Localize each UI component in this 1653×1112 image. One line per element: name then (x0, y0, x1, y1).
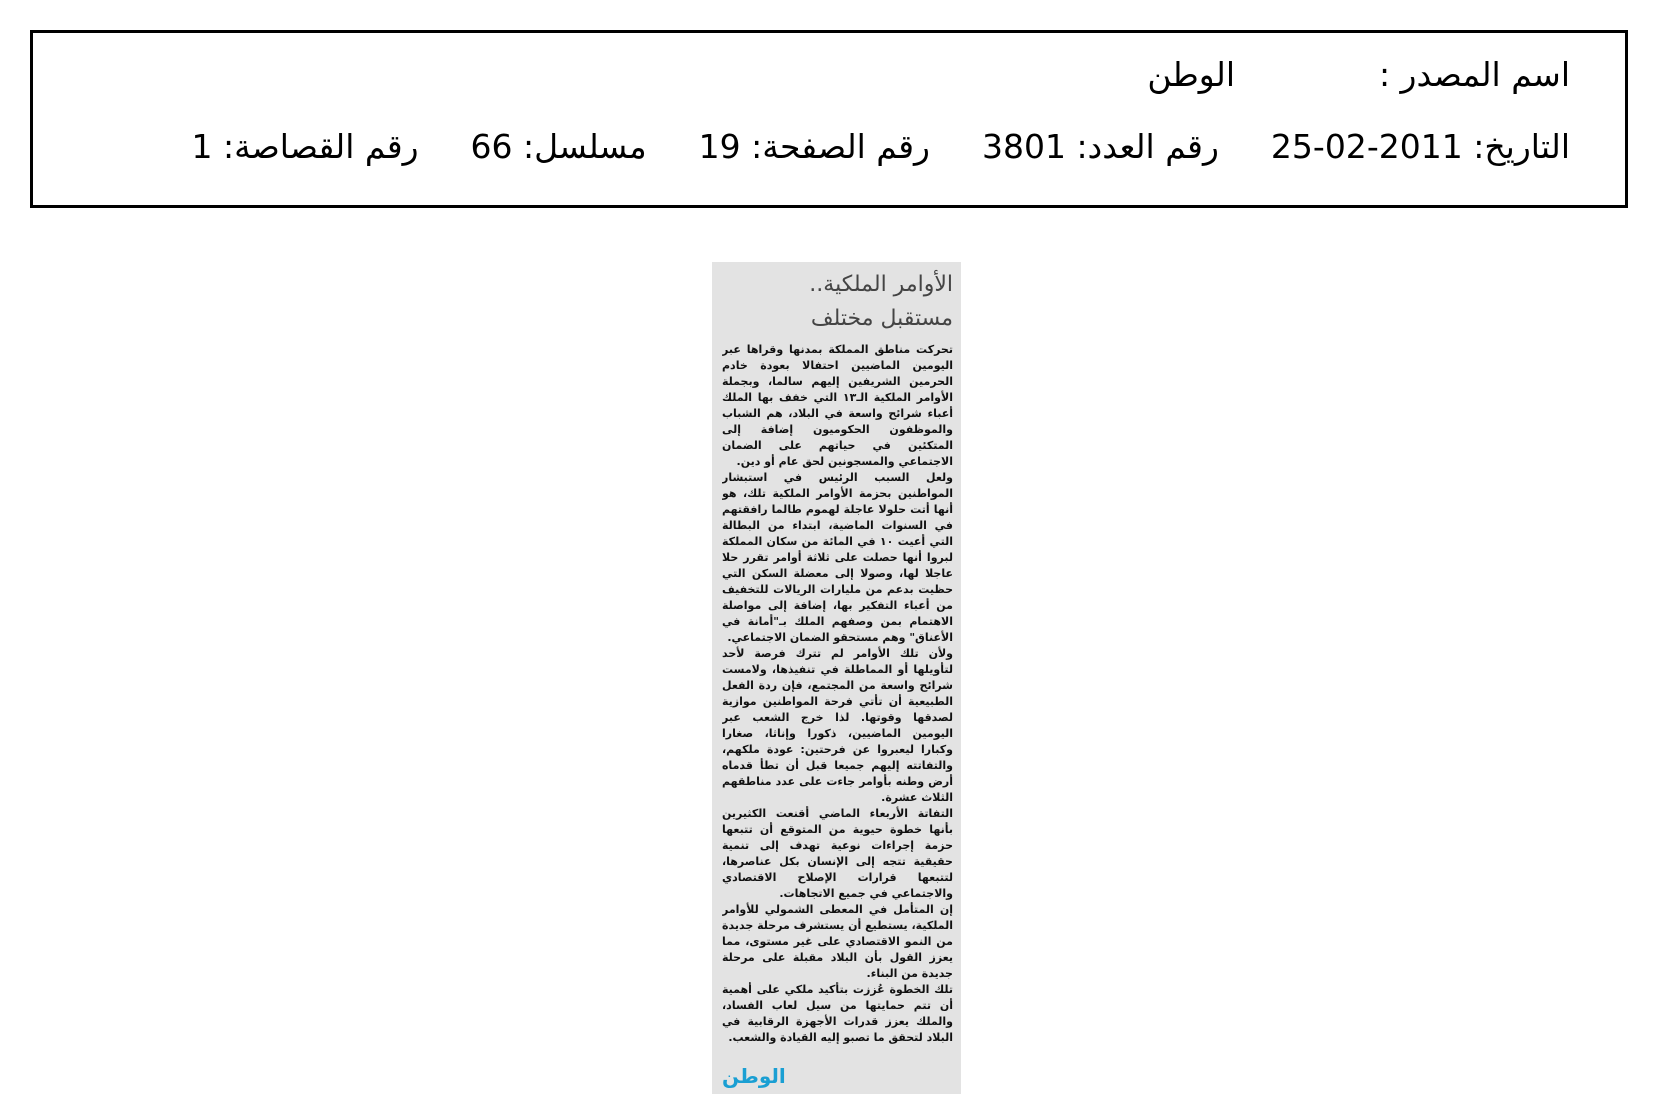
article-paragraph: تحركت مناطق المملكة بمدنها وقراها عبر اليومين الماضيين احتفالا بعودة خادم الحرمين الشريفين إليهم سالما، وبجملة الأوامر الملكية الـ١٣ التي خفف بها الملك أعباء شرائح واسعة في البلاد، هم الشباب والموظفون الحكوميون إضافة إلى المتكئين في حياتهم على الضمان الاجتماعي والمسجونين لحق عام أو دين. (722, 343, 953, 468)
article-paragraph: التفاتة الأربعاء الماضي أقنعت الكثيرين بأنها خطوة حيوية من المتوقع أن تتبعها حزمة إجراءات نوعية تهدف إلى تنمية حقيقية تتجه إلى الإنسان بكل عناصرها، لتتبعها قرارات الإصلاح الاقتصادي والاجتماعي في جميع الاتجاهات. (722, 807, 953, 900)
newspaper-logo: الوطن (722, 1064, 786, 1088)
newspaper-clipping (712, 262, 961, 1094)
serial-value: 66 (470, 127, 513, 166)
article-body (722, 342, 953, 1064)
article-paragraph: تلك الخطوة عُززت بتأكيد ملكي على أهمية أن تتم حمايتها من سيل لعاب الفساد، والملك يعزز قدرات الأجهزة الرقابية في البلاد لتحقق ما تصبو إليه القيادة والشعب. (722, 983, 953, 1044)
date-label: التاريخ: (1473, 127, 1570, 166)
source-label: اسم المصدر : (1378, 55, 1570, 94)
article-paragraph: إن المتأمل في المعطى الشمولي للأوامر الملكية، يستطيع أن يستشرف مرحلة جديدة من النمو الاقتصادي على غير مستوى، مما يعزز القول بأن البلاد مقبلة على مرحلة جديدة من البناء. (722, 903, 953, 980)
source-row (1147, 55, 1570, 95)
page-label: رقم الصفحة: (751, 127, 930, 166)
page-field (699, 127, 930, 167)
page-value: 19 (698, 127, 741, 166)
serial-field (471, 127, 647, 167)
date-value: 2011-02-25 (1270, 127, 1463, 166)
article-paragraph: ولأن تلك الأوامر لم تترك فرصة لأحد لتأويلها أو المماطلة في تنفيذها، ولامست شرائح واسعة من المجتمع، فإن ردة الفعل الطبيعية أن تأتي فرحة المواطنين موازية لصدقها وقوتها. لذا خرج الشعب عبر اليومين الماضيين، ذكورا وإناثا، صغارا وكبارا ليعبروا عن فرحتين: عودة ملكهم، والتفاتته إليهم جميعا قبل أن تطأ قدماه أرض وطنه بأوامر جاءت على عدد مناطقهم الثلاث عشرة. (722, 647, 953, 804)
clip-field (191, 127, 418, 167)
details-row (191, 127, 1570, 167)
article-paragraph: ولعل السبب الرئيس في استبشار المواطنين بحزمة الأوامر الملكية تلك، هو أنها أتت حلولا عاجلة لهموم طالما رافقتهم في السنوات الماضية، ابتداء من البطالة التي أعيت ١٠ في المائة من سكان المملكة لبروا أنها حصلت على ثلاثة أوامر تقرر حلا عاجلا لها، وصولا إلى معضلة السكن التي حظيت بدعم من مليارات الريالات للتخفيف من أعباء التفكير بها، إضافة إلى مواصلة الاهتمام بمن وصفهم الملك بـ"أمانة في الأعناق" وهم مستحقو الضمان الاجتماعي. (722, 471, 953, 644)
issue-value: 3801 (981, 127, 1066, 166)
date-field (1271, 127, 1570, 167)
headline-line-1: الأوامر الملكية.. (809, 272, 953, 297)
source-name: الوطن (1147, 55, 1235, 94)
issue-field (982, 127, 1219, 167)
metadata-box (30, 30, 1628, 208)
serial-label: مسلسل: (523, 127, 647, 166)
article-headline (722, 268, 953, 336)
clip-value: 1 (191, 127, 213, 166)
headline-line-2: مستقبل مختلف (810, 306, 953, 331)
clip-label: رقم القصاصة: (222, 127, 419, 166)
issue-label: رقم العدد: (1076, 127, 1219, 166)
